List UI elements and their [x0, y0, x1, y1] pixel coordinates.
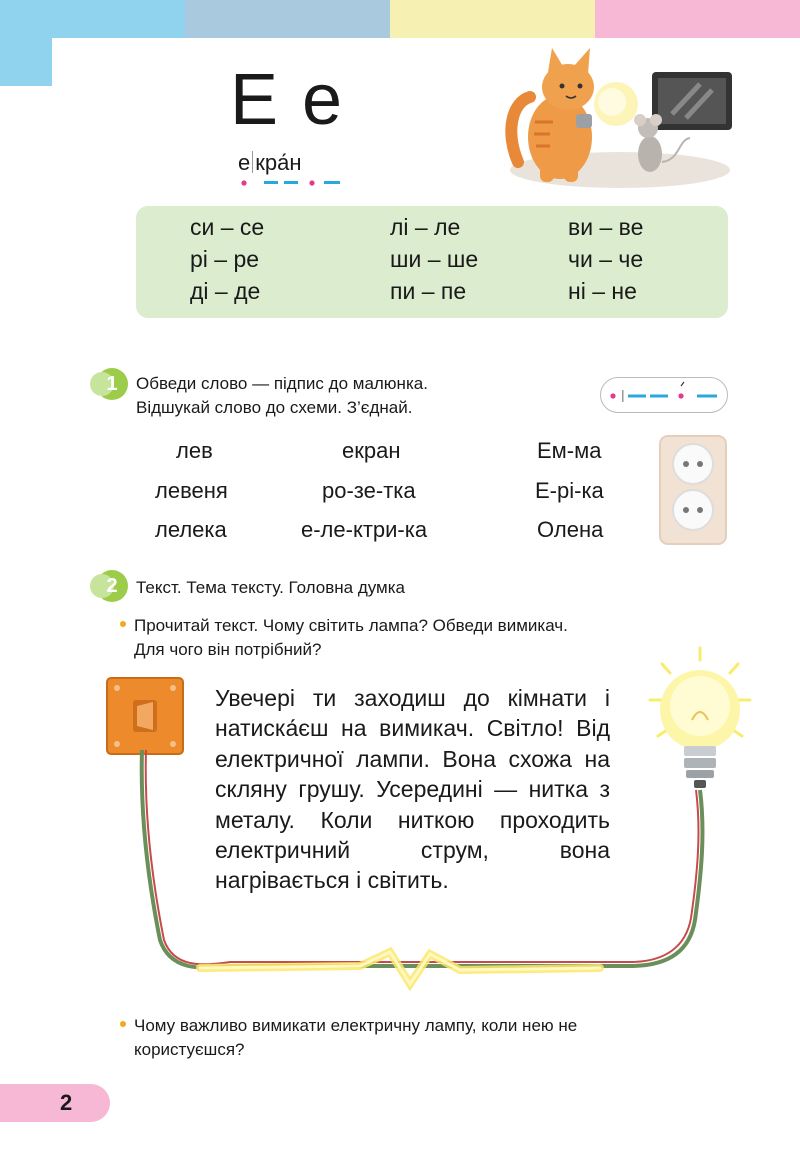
syllable-pair: ні – не — [568, 278, 637, 304]
syllable-pair: ви – ве — [568, 214, 644, 240]
task2-title: Текст. Тема тексту. Головна думка — [136, 578, 406, 597]
task2-bullet1-line1: Прочитай текст. Чому світить лампа? Обведи вимикач. — [120, 614, 568, 637]
task2-bullet2-line1: Чому важливо вимикати електричну лампу, коли нею не — [120, 1014, 577, 1037]
word-item: левеня — [155, 478, 228, 503]
top-color-bar-grey-blue — [185, 0, 390, 38]
left-corner-fill — [0, 38, 52, 86]
task1-instruction-line1: Обведи слово — підпис до малюнка. — [136, 374, 428, 393]
word-item: Е-рі-ка — [535, 478, 604, 503]
syllable-pair: ши – ше — [390, 246, 479, 272]
task1-instruction-line2: Відшукай слово до схеми. З’єднай. — [136, 398, 413, 417]
word-item: Олена — [537, 517, 604, 542]
task-number-2: 2 — [96, 570, 128, 602]
syllable-pair: пи – пе — [390, 278, 467, 304]
syllable-pair: рі – ре — [190, 246, 260, 272]
task2-bullet2-line2: користуєшся? — [134, 1040, 245, 1059]
syllable-pair: си – се — [190, 214, 265, 240]
letter-title: Е е — [230, 60, 345, 140]
socket-illustration — [658, 434, 728, 546]
word-item: екран — [342, 438, 401, 463]
word-scheme-first: е — [238, 150, 251, 175]
word-item: Ем-ма — [537, 438, 602, 463]
story-text: Увечері ти заходиш до кімнати і натиска́єш на вимикач. Світло! Від електричної лампи. Вона схожа на скляну грушу. Усередині — нитка з металу. Коли ниткою проходить електричний струм, вона нагрівається і світить. — [215, 685, 610, 894]
word-item: ро-зе-тка — [322, 478, 416, 503]
top-color-bar-pink — [595, 0, 800, 38]
syllable-pair: лі – ле — [390, 214, 461, 240]
task-number-1: 1 — [96, 368, 128, 400]
top-color-bar-yellow — [390, 0, 595, 38]
syllable-pair: чи – че — [568, 246, 644, 272]
cat-illustration — [500, 42, 740, 192]
word-scheme-rest: кра́н — [255, 150, 302, 175]
sound-scheme-marks — [238, 178, 348, 186]
word-scheme — [238, 150, 302, 176]
word-item: лелека — [155, 517, 227, 542]
schema-marks — [601, 378, 727, 412]
task2-bullet1-line2: Для чого він потрібний? — [134, 640, 322, 659]
syllable-pair: ді – де — [190, 278, 261, 304]
word-item: лев — [176, 438, 213, 463]
word-schema — [600, 377, 728, 413]
top-color-bar-blue — [0, 0, 185, 38]
word-item: е-ле-ктри-ка — [301, 517, 428, 542]
page-number: 2 — [0, 1084, 110, 1122]
